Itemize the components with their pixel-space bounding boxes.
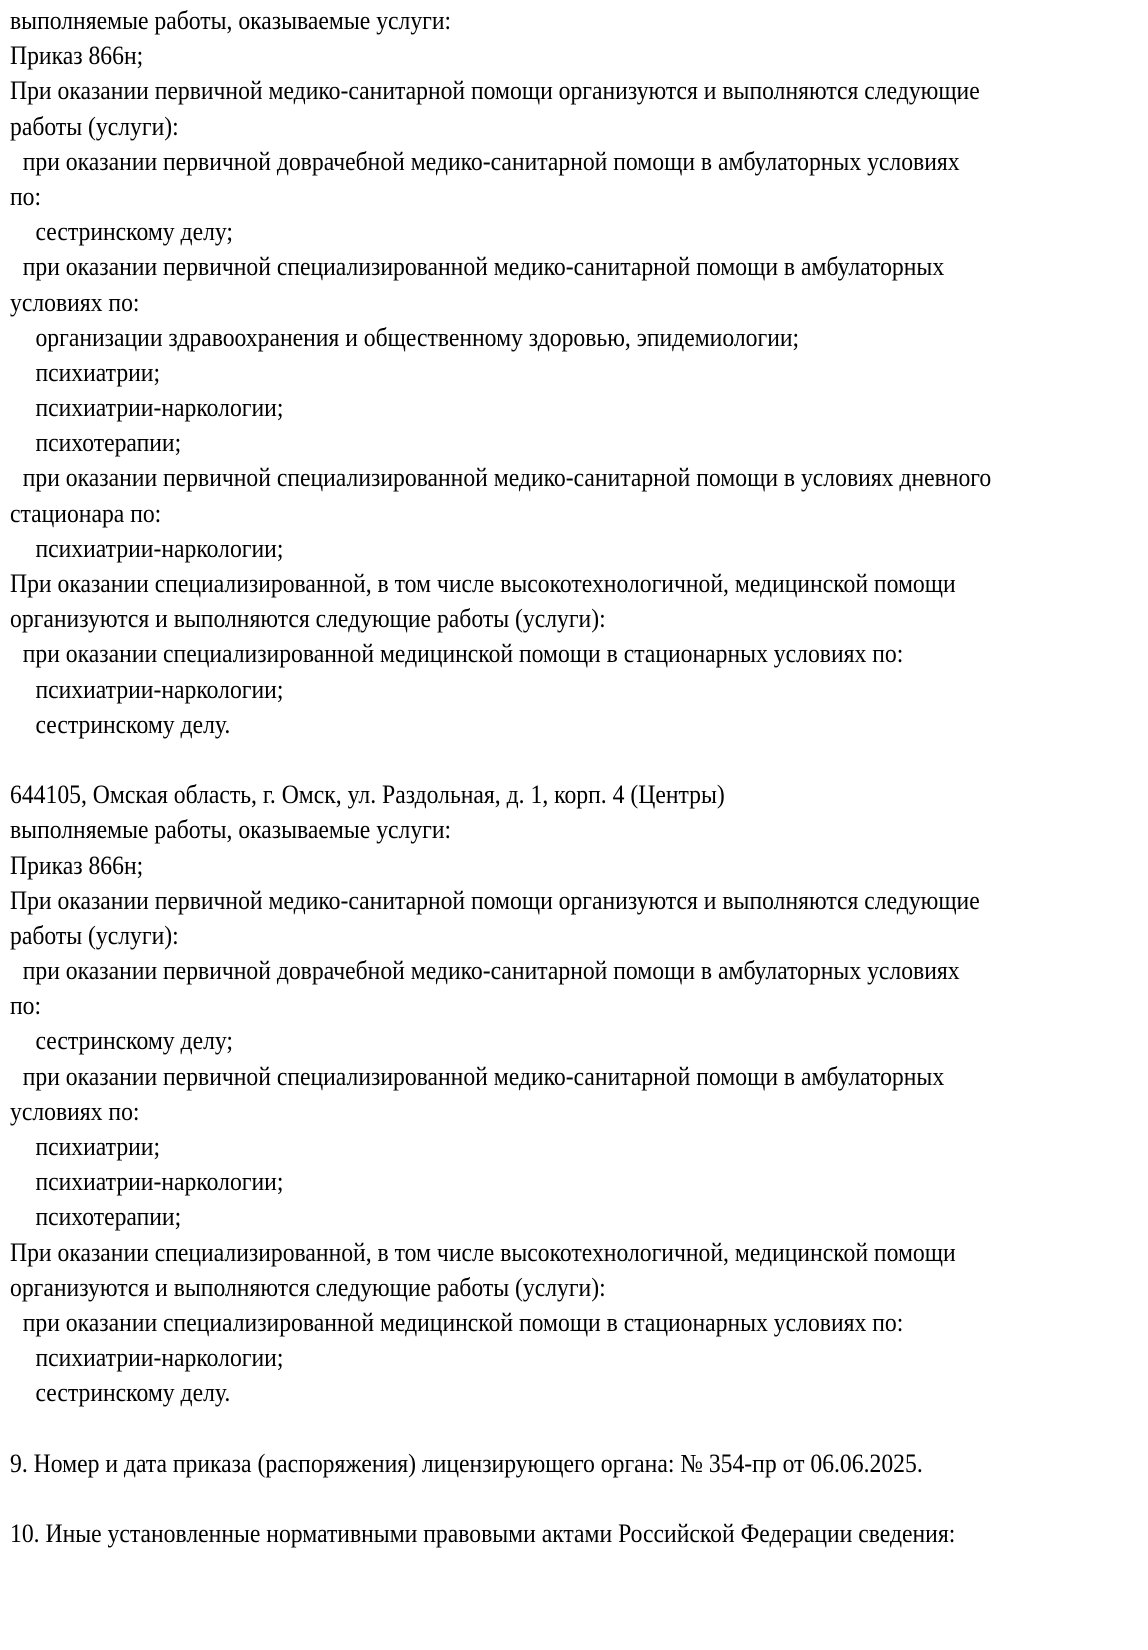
works-heading: выполняемые работы, оказываемые услуги: xyxy=(10,6,452,35)
order-reference: Приказ 866н; xyxy=(10,41,144,71)
specialized-care-heading: При оказании специализированной, в том числе высокотехнологичной, медицинской помощи xyxy=(10,569,956,598)
address-line: 644105, Омская область, г. Омск, ул. Раздольная, д. 1, корп. 4 (Центры) xyxy=(10,780,725,810)
activity-block-1 xyxy=(10,3,1036,742)
primary-care-heading-cont: работы (услуги): xyxy=(10,920,179,950)
list-item: психиатрии; xyxy=(35,357,161,387)
list-item: психиатрии-наркологии; xyxy=(35,1343,284,1373)
order-reference: Приказ 866н; xyxy=(10,850,144,880)
specialized-care-heading: При оказании специализированной, в том числе высокотехнологичной, медицинской помощи xyxy=(10,1237,956,1267)
list-item: сестринскому делу; xyxy=(35,217,233,247)
spacer xyxy=(10,742,1036,777)
list-item: психотерапии; xyxy=(35,428,182,458)
order-number-date-item: 9. Номер и дата приказа (распоряжения) лицензирующего органа: № 354-пр от 06.06.2025. xyxy=(10,1448,923,1478)
day-hospital-heading-cont: стационара по: xyxy=(10,498,162,528)
list-item: организации здравоохранения и общественному здоровью, эпидемиологии; xyxy=(35,322,800,352)
spacer xyxy=(10,1481,1036,1516)
primary-care-heading: При оказании первичной медико-санитарной помощи организуются и выполняются следующие xyxy=(10,76,980,106)
primary-care-heading: При оказании первичной медико-санитарной помощи организуются и выполняются следующие xyxy=(10,885,980,915)
specialized-care-heading-cont: организуются и выполняются следующие работы (услуги): xyxy=(10,604,606,634)
list-item: сестринскому делу. xyxy=(35,709,231,739)
prehospital-outpatient-heading-cont: по: xyxy=(10,181,42,211)
list-item: психотерапии; xyxy=(35,1202,182,1232)
specialized-outpatient-heading-cont: условиях по: xyxy=(10,287,140,317)
document-page xyxy=(10,3,1036,1551)
list-item: сестринскому делу; xyxy=(35,1026,233,1056)
list-item: психиатрии-наркологии; xyxy=(35,533,284,563)
spacer xyxy=(10,1411,1036,1446)
specialized-outpatient-heading: при оказании первичной специализированной медико-санитарной помощи в амбулаторных xyxy=(22,1061,945,1091)
day-hospital-heading: при оказании первичной специализированной медико-санитарной помощи в условиях дневного xyxy=(22,463,992,493)
prehospital-outpatient-heading-cont: по: xyxy=(10,991,42,1021)
list-item: психиатрии-наркологии; xyxy=(35,1167,284,1197)
other-information-item: 10. Иные установленные нормативными правовыми актами Российской Федерации сведения: xyxy=(10,1519,956,1549)
activity-block-2 xyxy=(10,777,1036,1410)
list-item: сестринскому делу. xyxy=(35,1378,231,1408)
primary-care-heading-cont: работы (услуги): xyxy=(10,111,179,141)
list-item: психиатрии-наркологии; xyxy=(35,393,284,423)
list-item: психиатрии-наркологии; xyxy=(35,674,284,704)
specialized-outpatient-heading: при оказании первичной специализированной медико-санитарной помощи в амбулаторных xyxy=(22,252,945,282)
inpatient-heading: при оказании специализированной медицинской помощи в стационарных условиях по: xyxy=(22,1307,904,1337)
prehospital-outpatient-heading: при оказании первичной доврачебной медико-санитарной помощи в амбулаторных условиях xyxy=(22,146,960,176)
list-item: психиатрии; xyxy=(35,1132,161,1161)
specialized-outpatient-heading-cont: условиях по: xyxy=(10,1096,140,1126)
specialized-care-heading-cont: организуются и выполняются следующие работы (услуги): xyxy=(10,1272,606,1302)
inpatient-heading: при оказании специализированной медицинской помощи в стационарных условиях по: xyxy=(22,639,904,669)
works-heading: выполняемые работы, оказываемые услуги: xyxy=(10,815,452,845)
prehospital-outpatient-heading: при оказании первичной доврачебной медико-санитарной помощи в амбулаторных условиях xyxy=(22,956,960,986)
